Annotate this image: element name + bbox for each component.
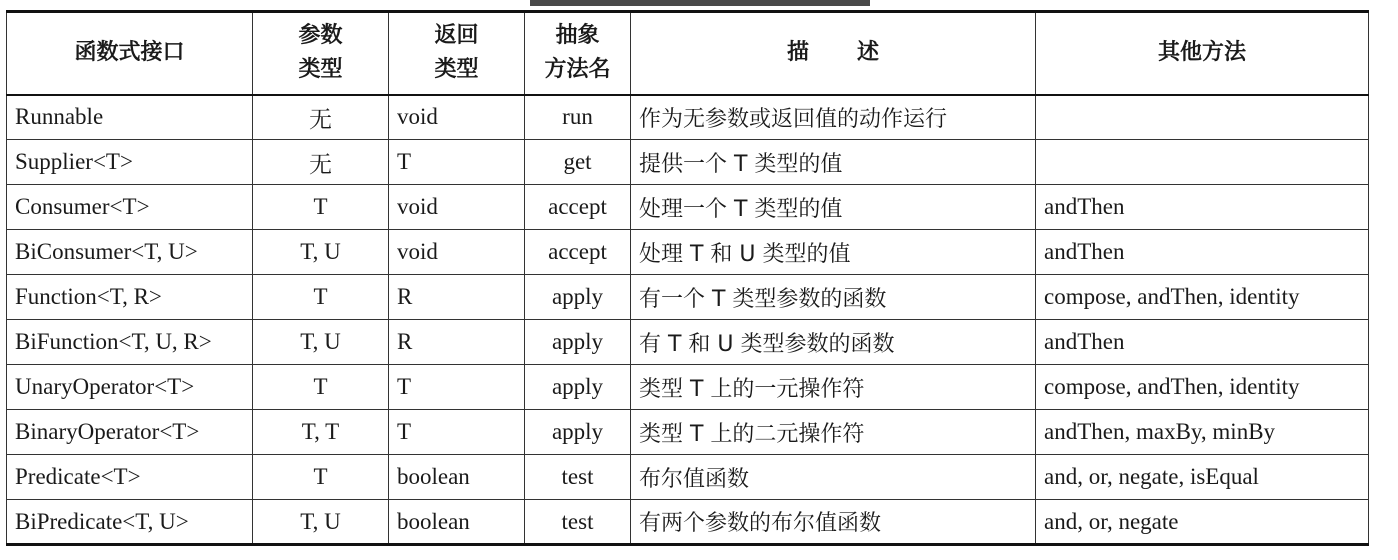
cell-description: 类型 T 上的二元操作符 (631, 410, 1036, 455)
cell-other-methods: andThen (1036, 230, 1369, 275)
cell-return-type: T (389, 140, 525, 185)
cell-return-type: void (389, 185, 525, 230)
cell-interface: UnaryOperator<T> (7, 365, 253, 410)
cell-interface: Runnable (7, 95, 253, 140)
table-row (7, 500, 1369, 545)
cell-interface: BiPredicate<T, U> (7, 500, 253, 545)
cell-return-type: R (389, 275, 525, 320)
table-row (7, 410, 1369, 455)
cell-other-methods: andThen (1036, 185, 1369, 230)
cell-param-type: T, U (253, 230, 389, 275)
header-interface (7, 12, 253, 95)
cell-param-type: T (253, 365, 389, 410)
header-desc-part2: 述 (857, 40, 880, 66)
cell-description: 处理 T 和 U 类型的值 (631, 230, 1036, 275)
header-return-type (389, 12, 525, 95)
functional-interface-table (6, 10, 1369, 546)
cropped-caption (530, 0, 870, 6)
cell-param-type: T, U (253, 320, 389, 365)
table-header-row (7, 12, 1369, 95)
cell-return-type: T (389, 410, 525, 455)
cell-param-type: T (253, 185, 389, 230)
cell-other-methods: andThen, maxBy, minBy (1036, 410, 1369, 455)
table-row (7, 365, 1369, 410)
header-param-type (253, 12, 389, 95)
cell-return-type: boolean (389, 455, 525, 500)
cell-method-name: test (525, 455, 631, 500)
header-interface-label: 函数式接口 (74, 40, 185, 66)
cell-other-methods (1036, 95, 1369, 140)
cell-description: 类型 T 上的一元操作符 (631, 365, 1036, 410)
header-abstract-method (525, 12, 631, 95)
cell-method-name: apply (525, 275, 631, 320)
cell-method-name: get (525, 140, 631, 185)
cell-method-name: test (525, 500, 631, 545)
cell-other-methods (1036, 140, 1369, 185)
cell-return-type: R (389, 320, 525, 365)
cell-return-type: boolean (389, 500, 525, 545)
cell-description: 作为无参数或返回值的动作运行 (631, 95, 1036, 140)
header-return-type-line1: 返回 (434, 23, 479, 49)
cell-param-type: 无 (253, 95, 389, 140)
cell-other-methods: compose, andThen, identity (1036, 275, 1369, 320)
cell-method-name: run (525, 95, 631, 140)
cell-interface: BiConsumer<T, U> (7, 230, 253, 275)
header-other-label: 其他方法 (1157, 40, 1246, 66)
table-row (7, 275, 1369, 320)
cell-interface: Function<T, R> (7, 275, 253, 320)
table-row (7, 140, 1369, 185)
cell-description: 有 T 和 U 类型参数的函数 (631, 320, 1036, 365)
cell-param-type: T, T (253, 410, 389, 455)
cell-method-name: accept (525, 185, 631, 230)
cell-description: 有一个 T 类型参数的函数 (631, 275, 1036, 320)
cell-description: 提供一个 T 类型的值 (631, 140, 1036, 185)
header-return-type-line2: 类型 (434, 57, 479, 83)
cell-return-type: void (389, 95, 525, 140)
cell-other-methods: compose, andThen, identity (1036, 365, 1369, 410)
table-row (7, 185, 1369, 230)
table-row (7, 95, 1369, 140)
header-param-type-line2: 类型 (298, 57, 343, 83)
cell-interface: Supplier<T> (7, 140, 253, 185)
header-desc-part1: 描 (786, 40, 809, 66)
cell-return-type: void (389, 230, 525, 275)
cell-interface: BinaryOperator<T> (7, 410, 253, 455)
table-body (7, 95, 1369, 545)
cell-other-methods: andThen (1036, 320, 1369, 365)
header-description (631, 12, 1036, 95)
cell-return-type: T (389, 365, 525, 410)
table-row (7, 455, 1369, 500)
cell-method-name: apply (525, 365, 631, 410)
cell-interface: BiFunction<T, U, R> (7, 320, 253, 365)
cell-description: 有两个参数的布尔值函数 (631, 500, 1036, 545)
cell-param-type: T (253, 275, 389, 320)
cell-other-methods: and, or, negate, isEqual (1036, 455, 1369, 500)
header-param-type-line1: 参数 (298, 23, 343, 49)
table-row (7, 230, 1369, 275)
cell-description: 布尔值函数 (631, 455, 1036, 500)
cell-param-type: T (253, 455, 389, 500)
cell-method-name: apply (525, 410, 631, 455)
table-row (7, 320, 1369, 365)
header-method-line2: 方法名 (544, 57, 611, 83)
header-method-line1: 抽象 (555, 23, 600, 49)
cell-method-name: accept (525, 230, 631, 275)
header-other-methods (1036, 12, 1369, 95)
cell-param-type: T, U (253, 500, 389, 545)
cell-other-methods: and, or, negate (1036, 500, 1369, 545)
cell-interface: Consumer<T> (7, 185, 253, 230)
cell-param-type: 无 (253, 140, 389, 185)
cell-method-name: apply (525, 320, 631, 365)
cell-interface: Predicate<T> (7, 455, 253, 500)
cell-description: 处理一个 T 类型的值 (631, 185, 1036, 230)
